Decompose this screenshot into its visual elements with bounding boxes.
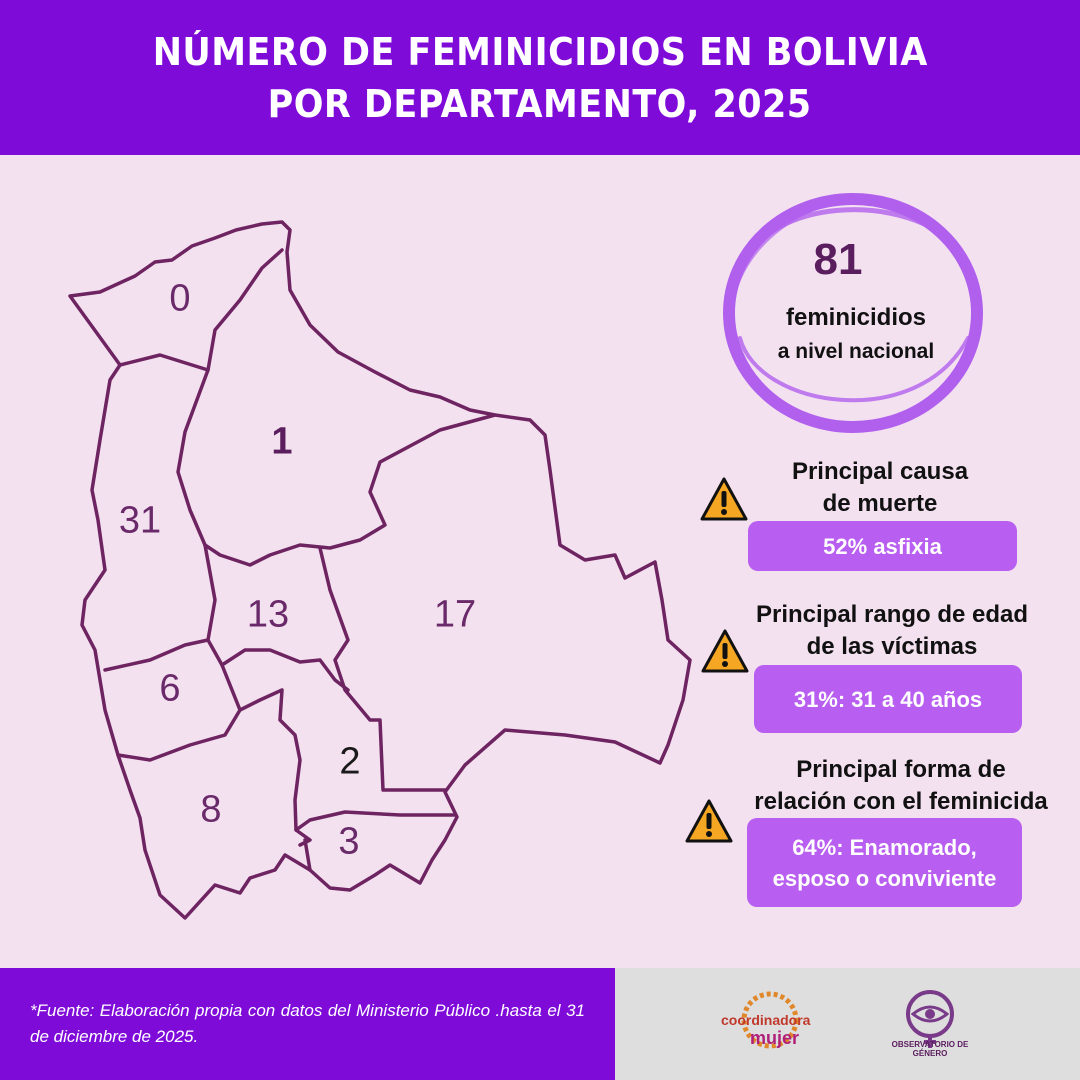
total-label-1: feminicidios [785, 304, 927, 331]
dept-label-oruro: 6 [159, 667, 181, 710]
stat-cause-value: 52% asfixia [748, 521, 1017, 571]
observatorio-de-genero-logo [895, 982, 965, 1074]
dept-label-cochabamba: 13 [246, 593, 290, 636]
total-label-2: a nivel nacional [777, 340, 935, 363]
warning-icon [700, 628, 750, 674]
observatorio-logo-text: OBSERVATORIO DE GÉNERO [891, 1040, 969, 1058]
mujer-logo-text: mujer [750, 1028, 800, 1048]
title-line-2: POR DEPARTAMENTO, 2025 [268, 81, 812, 126]
dept-label-pando: 0 [169, 277, 191, 320]
dept-label-santa-cruz: 17 [433, 593, 477, 636]
stat-age-title: Principal rango de edad de las víctimas [755, 601, 1029, 660]
warning-icon [699, 476, 749, 522]
coordinadora-logo-text: coordinadora [721, 1012, 811, 1028]
header-banner [0, 0, 1080, 155]
bolivia-map [0, 155, 720, 968]
dept-label-potosi: 8 [200, 788, 222, 831]
dept-label-la-paz: 31 [118, 499, 162, 542]
dept-label-tarija: 3 [338, 820, 360, 863]
dept-label-beni: 1 [271, 420, 293, 463]
stat-relation-value: 64%: Enamorado, esposo o conviviente [747, 818, 1022, 907]
warning-icon [684, 798, 734, 844]
total-value: 81 [813, 235, 863, 284]
stat-relation-title: Principal forma de relación con el feminicida [754, 756, 1048, 815]
stat-cause-title: Principal causa de muerte [791, 458, 969, 517]
dept-label-chuquisaca: 2 [339, 740, 361, 783]
stat-age-value: 31%: 31 a 40 años [754, 665, 1022, 733]
source-note: *Fuente: Elaboración propia con datos del Ministerio Público .hasta el 31 de diciembre de 2025. [30, 1001, 585, 1046]
footer-source-panel [0, 968, 615, 1080]
footer-logos-panel [615, 968, 1080, 1080]
title-line-1: NÚMERO DE FEMINICIDIOS EN BOLIVIA [152, 29, 928, 74]
map-outline [0, 155, 720, 968]
